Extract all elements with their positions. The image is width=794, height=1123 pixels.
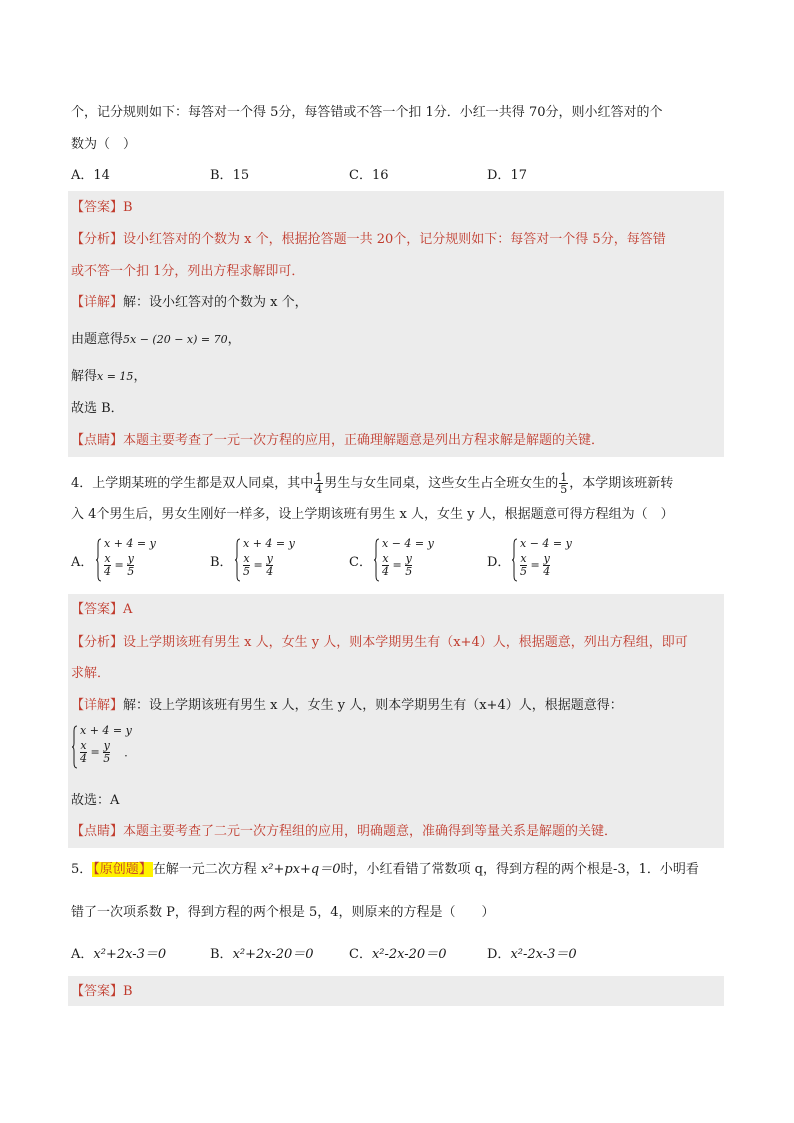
q4-analysis-line1: 【分析】设上学期该班有男生 x 人，女生 y 人，则本学期男生有（x+4）人，根据题意，列出方程组，即可: [71, 635, 688, 650]
fraction-one-quarter: $\frac{1}{4}$: [315, 471, 323, 496]
q3-detail-line1: 【详解】解：设小红答对的个数为 x 个，: [71, 295, 308, 310]
q4-option-d-system: x − 4 = y $\frac{x}{5}$ = $\frac{y}{4}$: [512, 538, 572, 584]
q3-solution-block: [68, 191, 724, 457]
q4-option-b-letter: B．: [210, 555, 233, 570]
q5-stem-line2: 错了一次项系数 P，得到方程的两个根是 5，4，则原来的方程是（ ）: [71, 905, 495, 920]
q4-option-b-system: x + 4 = y $\frac{x}{5}$ = $\frac{y}{4}$: [235, 538, 295, 584]
q3-option-d: D．17: [487, 168, 527, 183]
q5-option-a: A．x²+2x-3＝0: [71, 947, 167, 962]
q4-solution-block: [68, 594, 724, 848]
q4-detail-line1: 【详解】解：设上学期该班有男生 x 人，女生 y 人，则本学期男生有（x+4）人，根据题意得：: [71, 698, 623, 713]
q3-detail-line2: 由题意得5x − (20 − x) = 70，: [71, 332, 241, 347]
q4-option-c-system: x − 4 = y $\frac{x}{4}$ = $\frac{y}{5}$: [374, 538, 434, 584]
brace-icon: [374, 538, 380, 582]
q5-answer: 【答案】B: [71, 984, 133, 999]
q5-option-d: D．x²-2x-3＝0: [487, 947, 577, 962]
q5-stem-line1: 5．【原创题】在解一元二次方程 x²+px+q＝0时，小红看错了常数项 q，得到方程的两个根是-3，1．小明看: [71, 862, 699, 877]
q5-option-b: B．x²+2x-20＝0: [210, 947, 314, 962]
q3-stem-line1: 个，记分规则如下：每答对一个得 5分，每答错或不答一个扣 1分．小红一共得 70分，则小红答对的个: [71, 105, 663, 120]
q4-detail-system: x + 4 = y $\frac{x}{4}$ = $\frac{y}{5}$ ．: [72, 725, 152, 771]
q3-analysis-line1: 【分析】设小红答对的个数为 x 个，根据抢答题一共 20个，记分规则如下：每答对一个得 5分，每答错: [71, 232, 666, 247]
q3-detail-line4: 故选 B．: [71, 401, 124, 416]
brace-icon: [96, 538, 102, 582]
q3-analysis-line2: 或不答一个扣 1分，列出方程求解即可．: [71, 264, 305, 279]
q3-option-c: C．16: [349, 168, 389, 183]
q3-stem-line2: 数为（ ）: [71, 137, 137, 152]
original-question-badge: 【原创题】: [93, 862, 152, 877]
q4-option-a-system: x + 4 = y $\frac{x}{4}$ = $\frac{y}{5}$: [96, 538, 156, 584]
q4-option-d-letter: D．: [487, 555, 511, 570]
q4-analysis-line2: 求解．: [71, 666, 111, 681]
brace-icon: [72, 725, 78, 769]
q4-option-c-letter: C．: [349, 555, 372, 570]
q5-option-c: C．x²-2x-20＝0: [349, 947, 447, 962]
q4-comment: 【点睛】本题主要考查了二元一次方程组的应用，明确题意，准确得到等量关系是解题的关键．: [71, 824, 618, 839]
q5-solution-block: [68, 976, 724, 1006]
q4-detail-end: 故选：A: [71, 793, 120, 808]
fraction-one-fifth: $\frac{1}{5}$: [560, 471, 568, 496]
q3-detail-line3: 解得x = 15，: [71, 369, 147, 384]
q3-answer: 【答案】B: [71, 200, 133, 215]
q4-stem-line1: 4．上学期某班的学生都是双人同桌，其中 $\frac{1}{4}$ 男生与女生同桌，这些女生占全班女生的 $\frac{1}{5}$ ，本学期该班新转: [71, 471, 674, 496]
q3-option-a: A．14: [71, 168, 110, 183]
q4-stem-line2: 入 4个男生后，男女生刚好一样多，设上学期该班有男生 x 人，女生 y 人，根据题意可得方程组为（ ）: [71, 507, 674, 522]
brace-icon: [512, 538, 518, 582]
q4-option-a-letter: A．: [71, 555, 94, 570]
q3-comment: 【点睛】本题主要考查了一元一次方程的应用，正确理解题意是列出方程求解是解题的关键．: [71, 433, 605, 448]
q4-answer: 【答案】A: [71, 602, 133, 617]
q3-option-b: B．15: [210, 168, 250, 183]
brace-icon: [235, 538, 241, 582]
